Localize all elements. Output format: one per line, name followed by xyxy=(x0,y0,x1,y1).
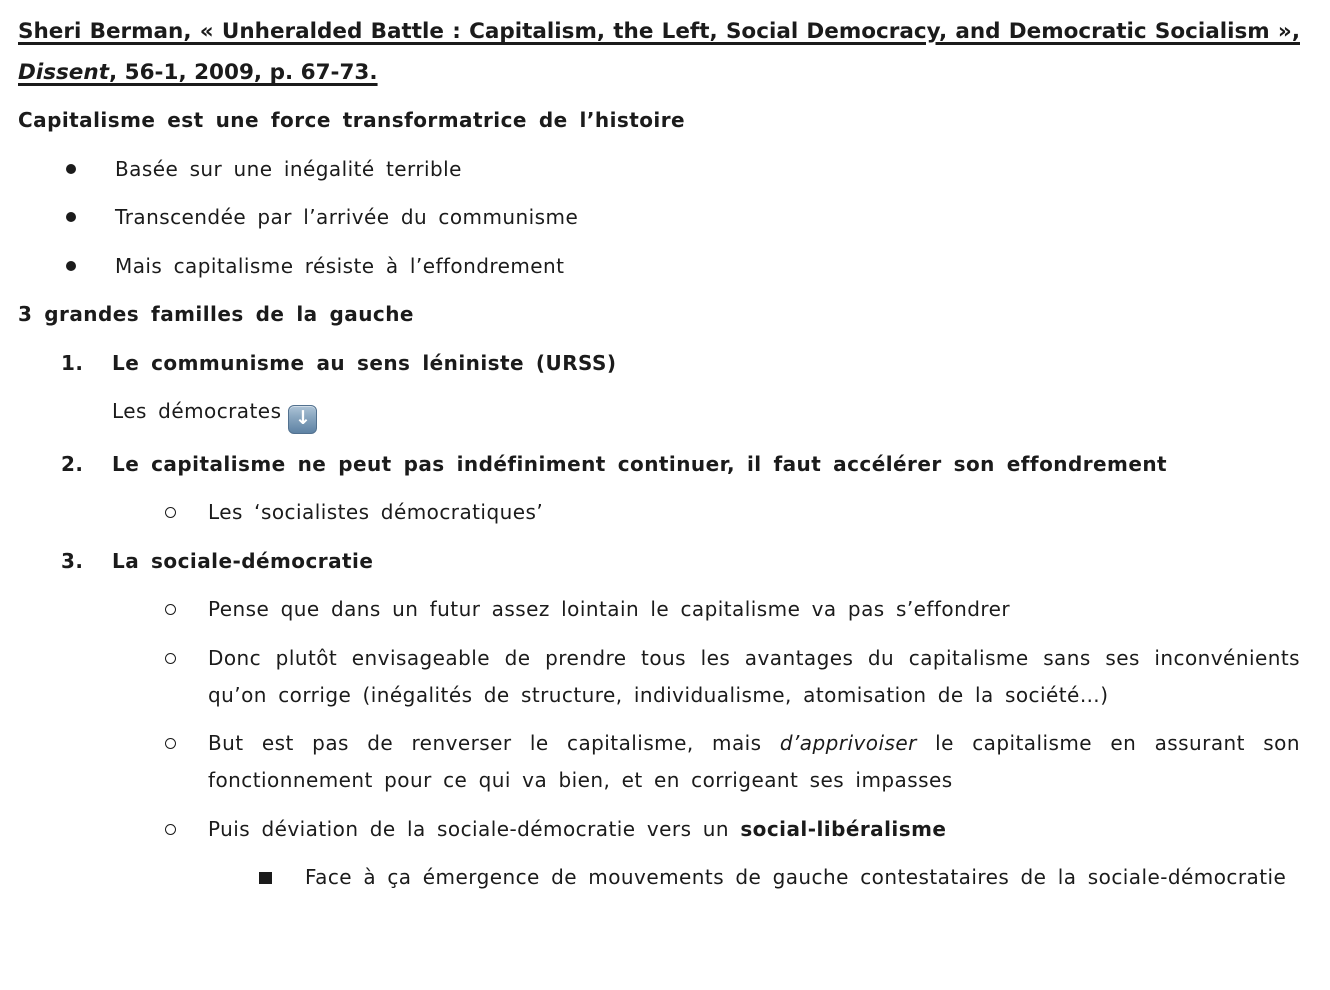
bullet-item-inegalite xyxy=(18,151,1300,188)
bullet-circle-icon xyxy=(165,604,176,615)
sub-paragraph-democrates xyxy=(18,393,1300,434)
down-arrow-emoji xyxy=(288,405,317,434)
bullet-circle-icon xyxy=(165,507,176,518)
bullet-text: Les ‘socialistes démocratiques’ xyxy=(208,500,544,524)
bullet-item-resiste xyxy=(18,248,1300,285)
bullet-text: Face à ça émergence de mouvements de gauche contestataires de la sociale-démocratie xyxy=(305,865,1287,889)
bullet-text: Puis déviation de la sociale-démocratie vers un xyxy=(208,816,741,841)
heading-capitalisme: Capitalisme est une force transformatrice de l’histoire xyxy=(18,108,686,132)
bullet-text: Pense que dans un futur assez lointain le capitalisme va pas s’effondrer xyxy=(208,597,1010,621)
sub-bullet-pense xyxy=(18,591,1300,628)
sub-bullet-but xyxy=(18,725,1300,799)
bullet-square-icon xyxy=(259,872,272,885)
numbered-item-communisme xyxy=(18,345,1300,382)
item-number: 2. xyxy=(61,451,84,476)
title-text: Sheri Berman, « Unheralded Battle : Capitalism, the Left, Social Democracy, and Democratic Socialism », xyxy=(18,19,1300,44)
item-number: 3. xyxy=(61,548,84,573)
bullet-circle-icon xyxy=(165,653,176,664)
bullet-text: But est pas de renverser le capitalisme, mais xyxy=(208,731,780,755)
item-label: Le communisme au sens léniniste (URSS) xyxy=(112,350,617,375)
item-label: Le capitalisme ne peut pas indéfiniment continuer, il faut accélérer son effondrement xyxy=(112,451,1168,476)
item-label: La sociale-démocratie xyxy=(112,548,374,573)
bullet-disc-icon xyxy=(66,164,76,174)
heading-trois-familles: 3 grandes familles de la gauche xyxy=(18,302,414,326)
bullet-text: Mais capitalisme résiste à l’effondrement xyxy=(115,253,565,278)
bullet-text: Transcendée par l’arrivée du communisme xyxy=(115,205,579,229)
title-journal-name: Dissent xyxy=(18,60,109,85)
sub-sub-bullet-face xyxy=(18,859,1300,896)
sub-bullet-puis xyxy=(18,811,1300,848)
bullet-text: Donc plutôt envisageable de prendre tous les avantages du capitalisme sans ses inconvénients qu’on corrige (inégalités de structure, individualisme, atomisation de la société…) xyxy=(208,645,1300,707)
bullet-text: Basée sur une inégalité terrible xyxy=(115,156,462,181)
bullet-circle-icon xyxy=(165,738,176,749)
sub-bullet-socialistes xyxy=(18,494,1300,531)
numbered-item-effondrement xyxy=(18,446,1300,483)
bullet-text-italic: d’apprivoiser xyxy=(779,731,917,755)
bullet-disc-icon xyxy=(66,261,76,271)
bullet-disc-icon xyxy=(66,212,76,222)
bullet-text: le capitalisme en assurant son fonctionnement pour ce qui va bien, et en corrigeant ses impasses xyxy=(208,731,1300,792)
bullet-item-transcendee xyxy=(18,199,1300,236)
numbered-item-sociale-democratie xyxy=(18,543,1300,580)
bullet-text-bold: social-libéralisme xyxy=(740,816,947,841)
title-citation: , 56-1, 2009, p. 67-73. xyxy=(108,60,378,85)
down-arrow-glyph: ↓ xyxy=(294,407,311,429)
sub-text: Les démocrates xyxy=(112,399,282,423)
bullet-circle-icon xyxy=(165,824,176,835)
sub-bullet-donc xyxy=(18,640,1300,714)
document-title xyxy=(18,11,1300,93)
item-number: 1. xyxy=(61,350,84,375)
